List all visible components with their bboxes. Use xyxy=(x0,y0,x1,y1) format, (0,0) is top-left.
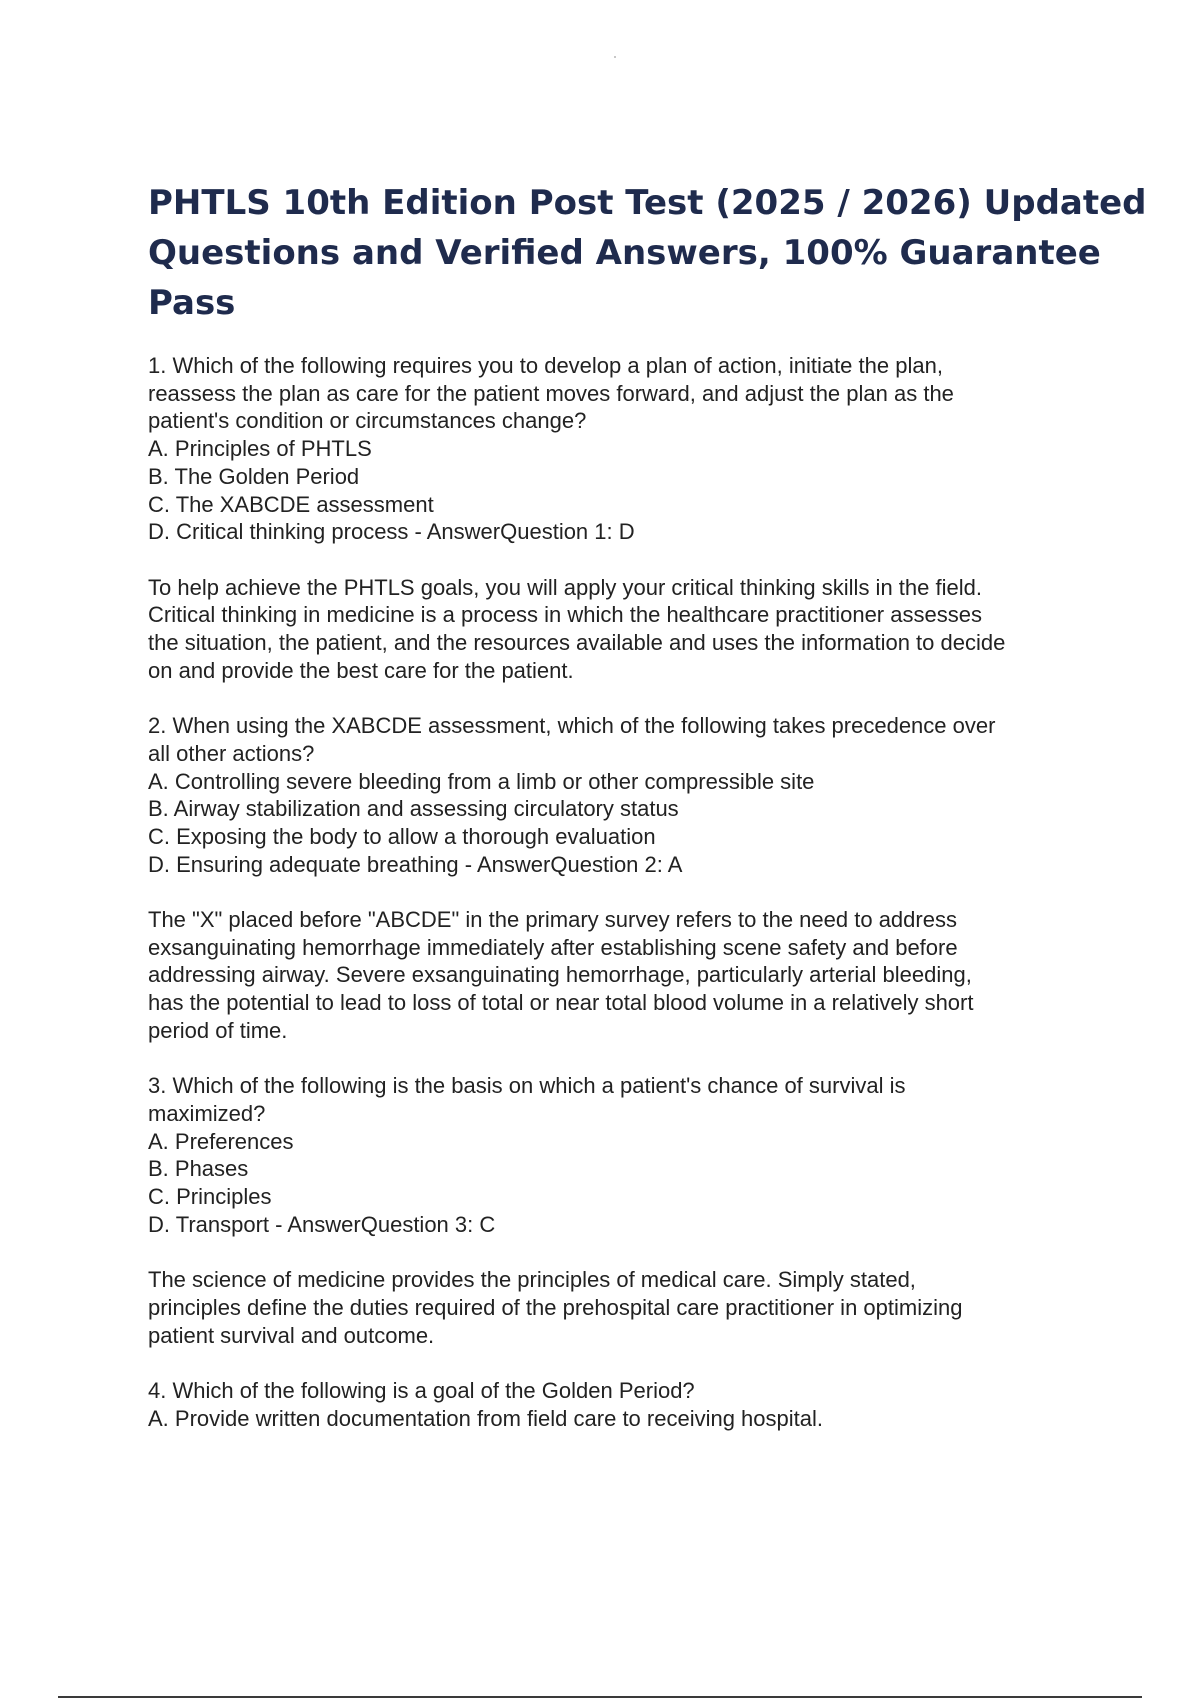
answer-option: B. The Golden Period xyxy=(148,463,360,489)
explanation-text: has the potential to lead to loss of total or near total blood volume in a relatively short xyxy=(148,990,974,1016)
question-block-1 xyxy=(148,352,1098,546)
explanation-text: To help achieve the PHTLS goals, you will apply your critical thinking skills in the field. xyxy=(148,574,982,600)
question-text: 4. Which of the following is a goal of the Golden Period? xyxy=(148,1377,695,1403)
answer-option: B. Airway stabilization and assessing circulatory status xyxy=(148,796,679,822)
document-title xyxy=(148,178,1147,328)
explanation-block-1 xyxy=(148,574,1098,685)
question-block-4 xyxy=(148,1377,1098,1432)
answer-option: D. Transport - AnswerQuestion 3: C xyxy=(148,1211,496,1237)
answer-option: A. Controlling severe bleeding from a limb or other compressible site xyxy=(148,768,815,794)
scan-speck xyxy=(614,56,616,58)
answer-option: C. The XABCDE assessment xyxy=(148,491,434,517)
explanation-text: patient survival and outcome. xyxy=(148,1322,435,1348)
explanation-text: addressing airway. Severe exsanguinating hemorrhage, particularly arterial bleeding, xyxy=(148,962,972,988)
question-text: 2. When using the XABCDE assessment, which of the following takes precedence over xyxy=(148,713,996,739)
explanation-text: The "X" placed before "ABCDE" in the primary survey refers to the need to address xyxy=(148,907,957,933)
question-text: all other actions? xyxy=(148,740,315,766)
answer-option: D. Critical thinking process - AnswerQuestion 1: D xyxy=(148,519,635,545)
question-text: patient's condition or circumstances change? xyxy=(148,408,587,434)
explanation-text: The science of medicine provides the principles of medical care. Simply stated, xyxy=(148,1267,916,1293)
answer-option: B. Phases xyxy=(148,1156,249,1182)
question-block-3 xyxy=(148,1072,1098,1238)
title-line: Questions and Verified Answers, 100% Guarantee xyxy=(148,233,1101,273)
page-bottom-rule xyxy=(58,1696,1142,1698)
answer-option: C. Principles xyxy=(148,1184,272,1210)
explanation-text: the situation, the patient, and the resources available and uses the information to decide xyxy=(148,630,1006,656)
question-block-2 xyxy=(148,712,1098,878)
question-text: maximized? xyxy=(148,1100,266,1126)
answer-option: A. Preferences xyxy=(148,1128,294,1154)
explanation-block-3 xyxy=(148,1266,1098,1349)
question-text: 1. Which of the following requires you to develop a plan of action, initiate the plan, xyxy=(148,353,943,378)
explanation-text: on and provide the best care for the patient. xyxy=(148,657,574,683)
explanation-text: Critical thinking in medicine is a process in which the healthcare practitioner assesses xyxy=(148,602,982,628)
question-text: reassess the plan as care for the patient moves forward, and adjust the plan as the xyxy=(148,380,954,406)
title-line: PHTLS 10th Edition Post Test (2025 / 2026) Updated xyxy=(148,183,1147,223)
answer-option: A. Provide written documentation from field care to receiving hospital. xyxy=(148,1405,823,1431)
explanation-text: principles define the duties required of the prehospital care practitioner in optimizing xyxy=(148,1294,963,1320)
question-text: 3. Which of the following is the basis on which a patient's chance of survival is xyxy=(148,1073,906,1099)
title-line: Pass xyxy=(148,283,236,323)
answer-option: C. Exposing the body to allow a thorough evaluation xyxy=(148,823,656,849)
answer-option: D. Ensuring adequate breathing - AnswerQuestion 2: A xyxy=(148,851,683,877)
explanation-text: period of time. xyxy=(148,1017,288,1043)
explanation-block-2 xyxy=(148,906,1098,1045)
explanation-text: exsanguinating hemorrhage immediately after establishing scene safety and before xyxy=(148,934,958,960)
answer-option: A. Principles of PHTLS xyxy=(148,436,372,462)
document-body xyxy=(148,352,1098,1460)
